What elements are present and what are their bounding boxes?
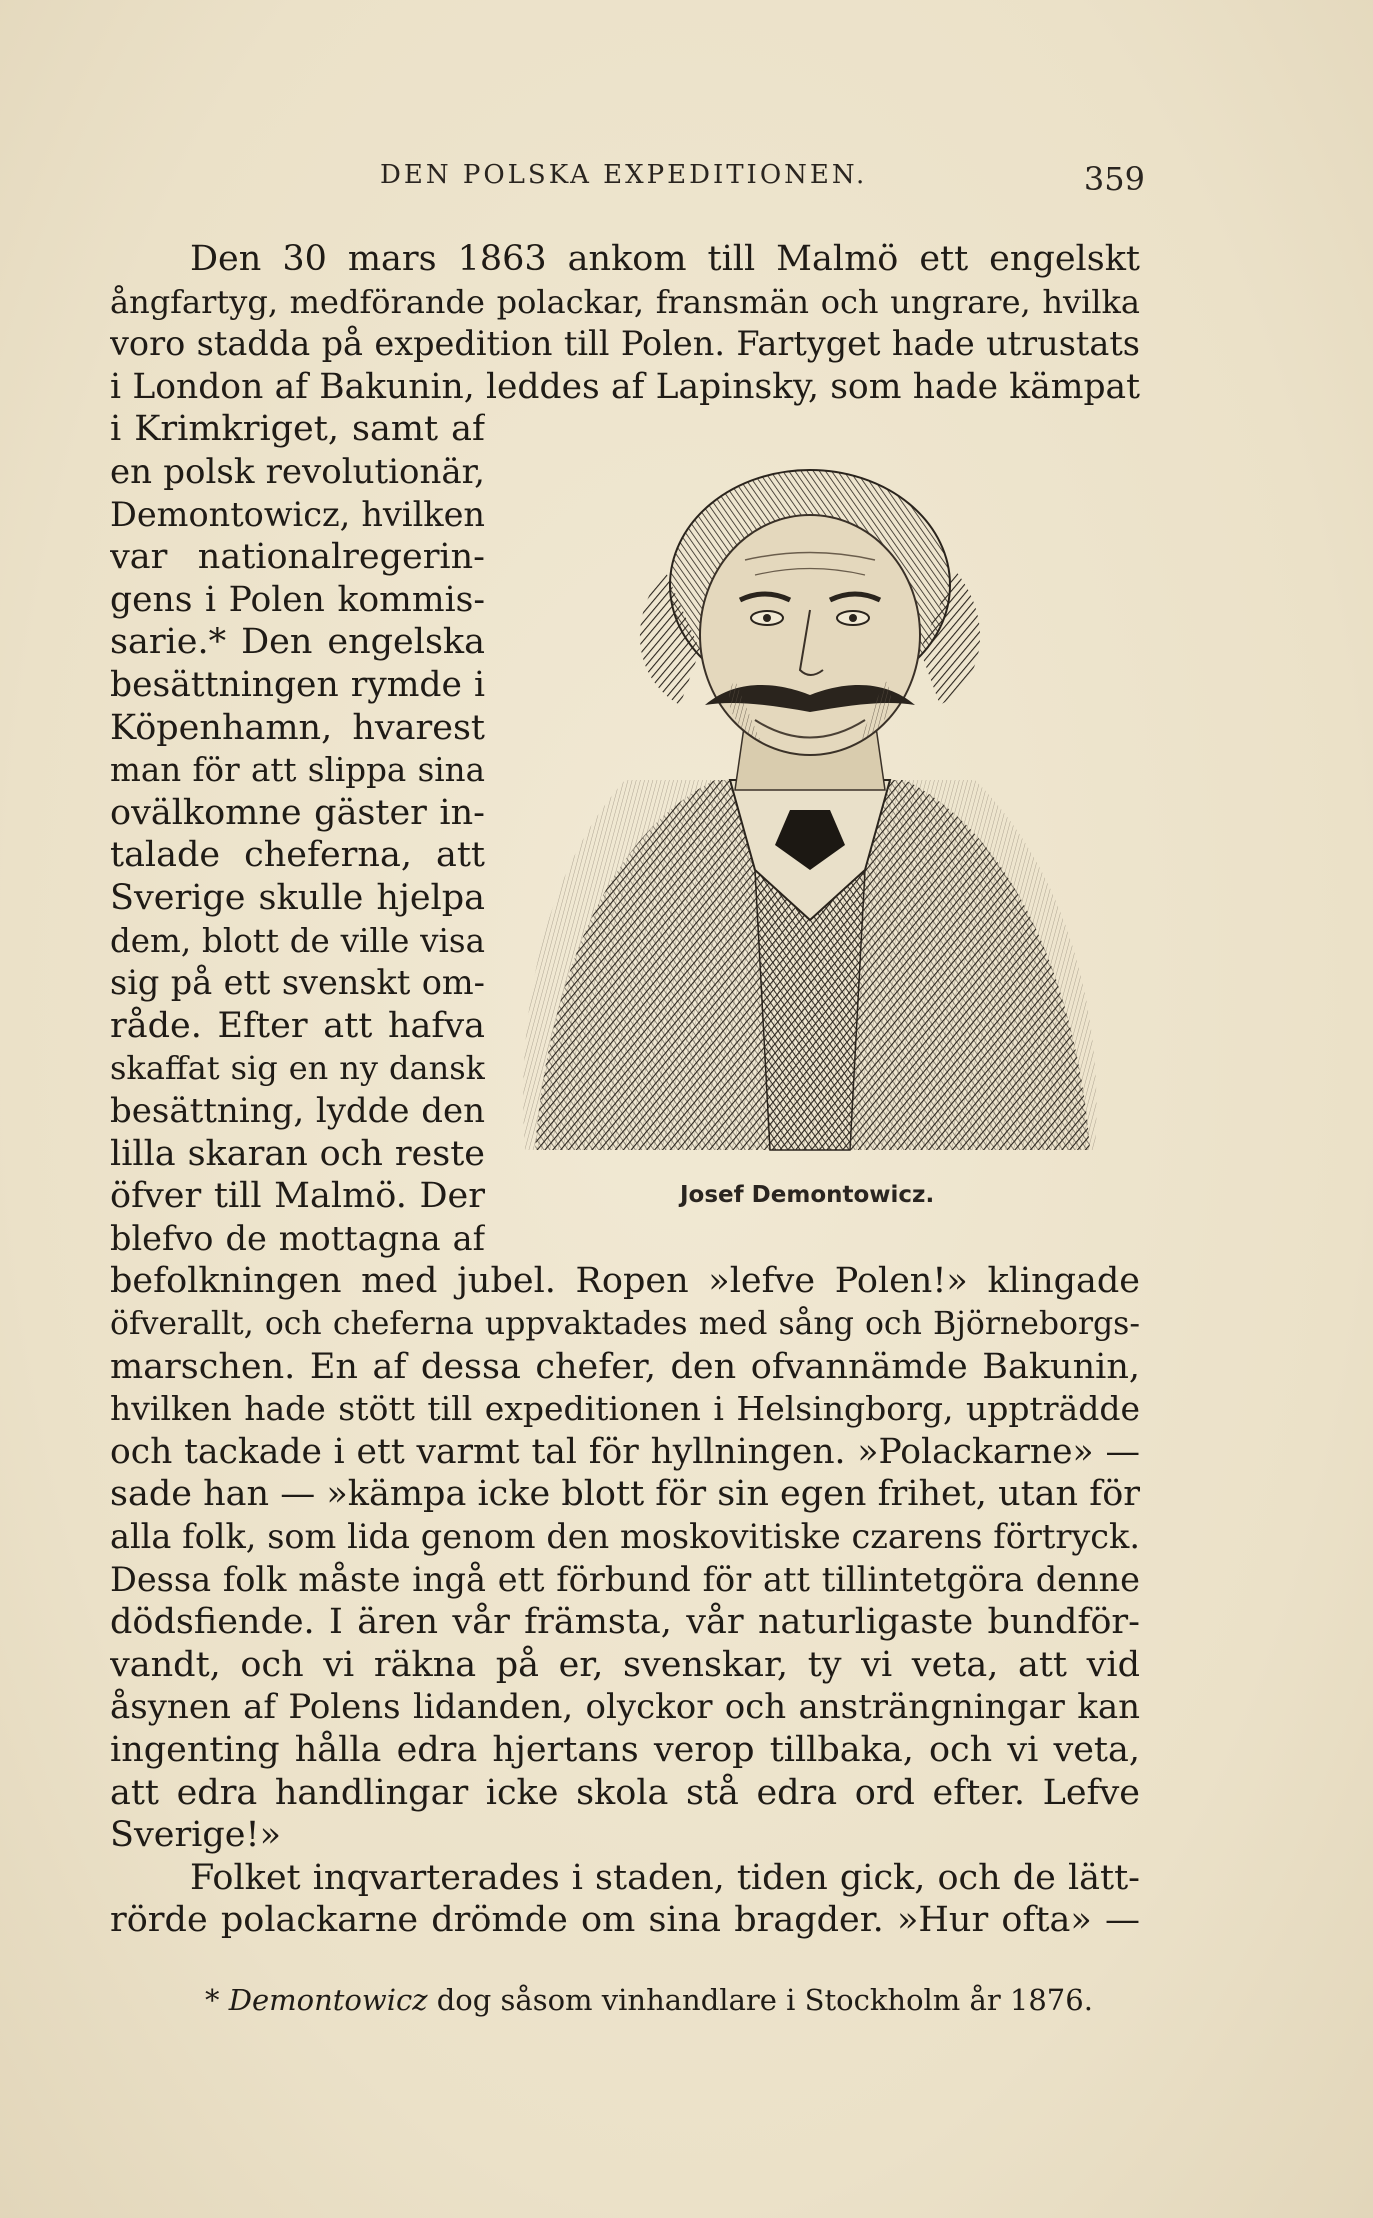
text-line: gens i Polen kommis- [110,579,485,620]
text-line: sade han — »kämpa icke blott för sin egen frihet, utan för [110,1474,1140,1515]
text-line: lilla skaran och reste [110,1133,485,1174]
text-line: Köpenhamn, hvarest [110,707,485,748]
text-line: Dessa folk måste ingå ett förbund för att tillintetgöra denne [110,1559,1140,1599]
text-line: vandt, och vi räkna på er, svenskar, ty vi veta, att vid [110,1644,1140,1685]
text-line: i London af Bakunin, leddes af Lapinsky, som hade kämpat [110,366,1140,407]
text-line: sig på ett svenskt om- [110,963,485,1003]
text-line: öfverallt, och cheferna uppvaktades med sång och Björneborgs- [110,1306,1140,1342]
text-line: rörde polackarne drömde om sina bragder. »Hur ofta» — [110,1900,1140,1941]
text-line: att edra handlingar icke skola stå edra ord efter. Lefve [110,1772,1140,1813]
text-line: ovälkomne gäster in- [110,792,485,833]
text-line: Den 30 mars 1863 ankom till Malmö ett engelskt [190,239,1140,279]
text-line: besättning, lydde den [110,1091,485,1131]
text-line: råde. Efter att hafva [110,1005,485,1046]
text-line: dödsfiende. I ären vår främsta, vår naturligaste bundför- [110,1602,1140,1643]
footnote-name: Demontowicz [228,1983,428,2017]
footnote [205,1983,1155,2017]
text-line: i Krimkriget, samt af [110,409,485,450]
text-line: en polsk revolutionär, [110,452,485,492]
text-line: befolkningen med jubel. Ropen »lefve Polen!» klingade [110,1261,1140,1302]
text-line: man för att slippa sina [110,751,485,790]
text-line: sarie.* Den engelska [110,622,485,663]
page-number: 359 [1083,160,1145,198]
text-line: Sverige skulle hjelpa [110,878,485,918]
text-line: ingenting hålla edra hjertans verop tillbaka, och vi veta, [110,1730,1140,1770]
text-line: skaffat sig en ny dansk [110,1049,485,1088]
text-line: marschen. En af dessa chefer, den ofvannämde Bakunin, [110,1346,1140,1387]
footnote-marker: * [205,1983,220,2017]
text-line: ångfartyg, medförande polackar, fransmän och ungrare, hvilka [110,282,1140,321]
text-line: alla folk, som lida genom den moskovitiske czarens förtryck. [110,1517,1140,1556]
text-line: åsynen af Polens lidanden, olyckor och ansträngningar kan [110,1687,1140,1728]
portrait-engraving [505,450,1115,1170]
text-line: Folket inqvarterades i staden, tiden gick, och de lätt- [190,1857,1140,1898]
text-line: blefvo de mottagna af [110,1218,485,1258]
text-line: var nationalregerin- [110,537,485,578]
text-line: hvilken hade stött till expeditionen i Helsingborg, uppträdde [110,1389,1140,1429]
footnote-text: dog såsom vinhandlare i Stockholm år 1876. [436,1983,1093,2017]
text-line: Sverige!» [110,1815,281,1856]
text-line: voro stadda på expedition till Polen. Fartyget hade utrustats [110,324,1140,364]
running-head: DEN POLSKA EXPEDITIONEN. [380,160,868,190]
text-line: och tackade i ett varmt tal för hyllningen. »Polackarne» — [110,1431,1140,1472]
text-line: besättningen rymde i [110,665,485,705]
text-line: Demontowicz, hvilken [110,494,485,534]
text-line: talade cheferna, att [110,835,485,876]
text-line: dem, blott de ville visa [110,921,485,960]
portrait-caption: Josef Demontowicz. [680,1182,935,1208]
text-line: öfver till Malmö. Der [110,1176,485,1217]
